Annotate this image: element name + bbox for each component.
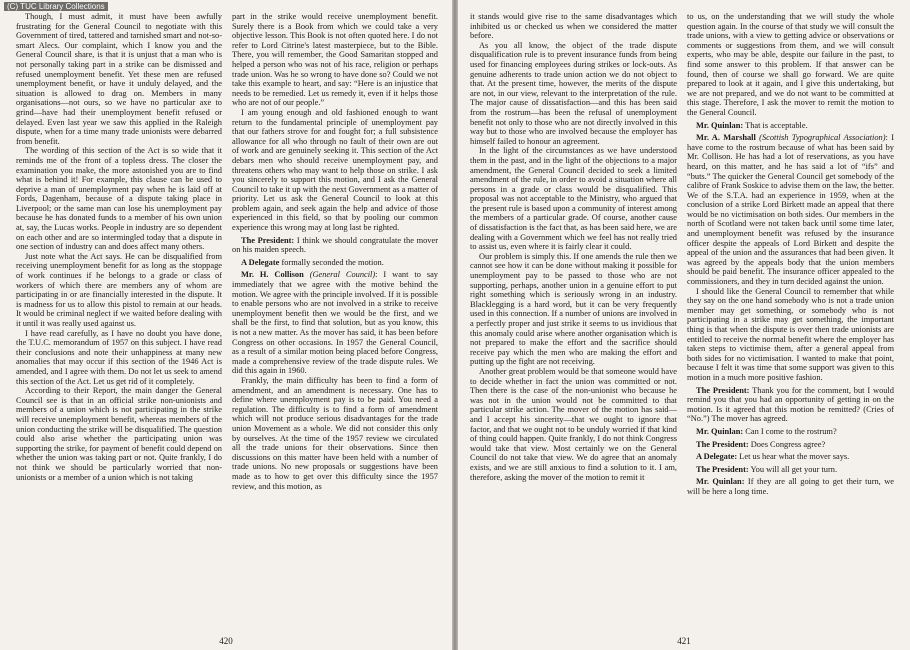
paragraph: [232, 376, 438, 491]
paragraph-text: Frankly, the main difficulty has been to find a form of amendment, and an amendment is necessary. One has to define where unemployment pay is to be paid. You need a regulation. The difficulty is to find a form of amendment which will not produce serious disadvantages for the trade union Movement as a whole. We did not consider this only by ourselves. At the time of the 1957 review we circulated all the trade unions for their observations. Since then discussions on this matter have been held with a number of trade unions. No new proposals or suggestions have been made as to how to get over this difficulty since the 1957 review, and this motion, as: [232, 375, 438, 491]
paragraph-text: to us, on the understanding that we will study the whole question again. In the course of that study we will consult the trade unions, with a view to getting advice or observations or comments or suggestions from them, and we will consult experts, who may be able, despite our failure in the past, to find some answer to this problem. If that answer can be found, then of course we shall go forward. We are quite prepared to look at it again, and I give this undertaking, but we are not prepared, and we do not want to be committed at this stage. Therefore, I ask the mover to remit the motion to the General Council.: [687, 12, 894, 117]
paragraph-text: Though, I must admit, it must have been awfully frustrating for the General Council to negotiate with this Government of tired, tattered and tarnished smart and not-so-smart Alecs. Our complaint, which I know you and the General Council share, is that it is unjust that a man who is not personally taking part in a strike can be dismissed and refused unemployment benefit. Yet these men are refused unemployment benefit, or have it unduly delayed, and the situation is allowed to drag on. Members in many organisations—not ours, so we have no particular axe to grind—have had their unemployment benefit refused or delayed. Even last year we saw this applied in the Raleigh dispute, when for a time many trade unionists were debarred from benefit.: [16, 12, 222, 146]
paragraph: [470, 41, 677, 147]
speaker-name: Mr. H. Collison: [241, 270, 304, 280]
paragraph: [16, 146, 222, 252]
left-page: [0, 0, 452, 650]
speaker-name: Mr. Quinlan:: [696, 120, 744, 130]
speaker-name: The President:: [696, 464, 749, 474]
speaker-paragraph: [687, 452, 894, 462]
speaker-paragraph: [687, 477, 894, 496]
speaker-paragraph: [687, 133, 894, 287]
paragraph: [16, 329, 222, 387]
paragraph: [470, 367, 677, 482]
paragraph-text: it stands would give rise to the same disadvantages which inhibited us or checked us when we considered the matter before.: [470, 12, 677, 41]
paragraph-text: Another great problem would be that someone would have to decide whether in fact the union was committed or not. Then there is the case of the non-unionist who because he was not in the union would not be committed to that particular strike action. The mover of the motion has said—and I accept his sincerity—that we ought to ignore that factor, and that we ought not to be unduly worried if that kind of thing could happen. Quite frankly, I do not think Congress would take that view. Most certainly we on the General Council do not take that view. We do agree that an anomaly exists, and we are still anxious to find a solution to it. I am, therefore, asking the mover of the motion to remit it: [470, 366, 677, 482]
speaker-name: Mr. Quinlan:: [696, 477, 745, 487]
paragraph-text: I think we should congratulate the mover on his maiden speech.: [232, 235, 438, 255]
speaker-name: The President:: [696, 439, 749, 449]
paragraph-text: As you all know, the object of the trade dispute disqualification rule is to prevent insurance funds from being used for financing employees during strikes or lock-outs. As genuine adherents to trade union action we do not object to that. At the present time, however, the merits of the dispute are not, in our view, relevant to the interpretation of the rule. The major cause of dissatisfaction—and this has been said from the rostrum—has been the refusal of unemployment benefit not only to those who are not directly involved in this way but to those who are involved because the employer has himself failed to honour an agreement.: [470, 40, 677, 146]
speaker-name: The President:: [241, 235, 295, 245]
paragraph-text: : I have come to the rostrum because of what has been said by Mr. Collison. He has had a lot of reservations, as you have heard, on this matter, and he has said a lot of “ifs” and “buts.” The quicker the General Council get somebody of the calibre of Frank Soskice to advise them on the law, the better. We of the S.T.A. had an experience in 1959, when at the conclusion of a strike Lord Birkett made an appeal that there would be no victimisation on both sides. Our members in the north of Scotland were not taken back until some time later, and unemployment benefit was refused by the insurance officer despite the appeals of Lord Birkett and despite the appeal of the union and the assurances that had been given. It was agreed by the appeals body that the union members should be paid benefit. The insurance officer appealed to the commissioners, and they in turn decided against the union.: [687, 133, 894, 287]
paragraph-text: I am young enough and old fashioned enough to want return to the fundamental principle of unemployment pay that our fathers strove for and fought for; a full subsistence allowance for all who through no fault of their own are out of work and are genuinely seeking it. This section of the Act debars men who should receive unemployment pay, and threatens others who may want to help those on strike. I ask you sincerely to support this motion, and I ask the General Council to take it up with the next Government as a matter of priority. Let us ask the General Council to look at this problem again, and seek again the help and advice of those experienced in this field, so that by pooling our common experience this wrong may at long last be righted.: [232, 107, 438, 233]
paragraph-text: That is acceptable.: [743, 120, 808, 130]
paragraph-text: I should like the General Council to remember that while they say on the one hand somebody who is not a trade union member may get something, or somebody who is not participating in a strike may get something, the important thing is that when the dispute is over then trade unionists are entitled to receive the normal benefit where the employer has taken steps to victimise them, after a general appeal from both sides for no victimisation. I wanted to make that point, because I felt it was time that some support was given to this motion in a much more positive fashion.: [687, 286, 894, 382]
paragraph: [470, 252, 677, 367]
left-page-column-2: [232, 12, 438, 616]
paragraph: [687, 287, 894, 383]
speaker-name: Mr. Quinlan:: [696, 426, 744, 436]
speaker-paragraph: [687, 465, 894, 475]
paragraph-text: If they are all going to get their turn, we will be here a long time.: [687, 477, 894, 496]
page-number: 420: [219, 636, 233, 646]
speaker-affiliation: (General Council): [303, 270, 376, 280]
paragraph: [16, 386, 222, 482]
paragraph-text: part in the strike would receive unemployment benefit. Surely there is a Book from which we could take a very objective lesson. This Book is not often quoted here. I do not refer to Lord Citrine's latest masterpiece, but to the Bible. There, you will remember, the Good Samaritan stopped and helped a person who was not of his race, religion or perhaps trade union. Was he so wrong to have done so? Could we not take this example to heart, and say: “Here is an injustice that needs to be remedied. Let us remedy it, even if it helps those who are not of our people.”: [232, 12, 438, 108]
page-number: 421: [677, 636, 691, 646]
paragraph: [232, 108, 438, 233]
paragraph: [16, 252, 222, 329]
speaker-paragraph: [232, 236, 438, 255]
paragraph-text: In the light of the circumstances as we have understood them in the past, and in the light of the objections to a major amendment, the General Council decided to seek a limited amendment of the rule, in order to avoid a situation where all persons in a grade or class would be disqualified. This proposal was not acceptable to the Ministry, who argued that the present rule is based upon a community of interest among the members of a particular grade. Of course, another cause of dissatisfaction is the fact that, as has been said here, we are dealing with a Government which we feel has not really tried to assist us, even where it is fairly clear it could.: [470, 146, 677, 252]
paragraph-text: According to their Report, the main danger the General Council see is that in an official strike non-unionists and members of a union which is not participating in the strike will receive unemployment benefit, whereas members of the union conducting the strike will be disqualified. The question could also arise whether the participating union was supporting the strike, for payment of benefit could depend on whether the union was taking part or not. Quite frankly, I do not think we should be particularly worried that non-unionists or a member of a union which is not taking: [16, 386, 222, 482]
paragraph-text: The wording of this section of the Act is so wide that it reminds me of the front of a topless dress. The closer the examination you make, the more astonished you are to find what is behind it! For example, this clause can be used to deprive a man of unemployment pay when he is laid off at Fords, Dagenham, because of a dispute taking place in Liverpool; or the same man can lose his unemployment pay because he has donated funds to a member of his own union at, say, the Lucas works. People in industry are so dependent on each other and are so intermingled today that a dispute in one section of industry can and does affect many others.: [16, 146, 222, 252]
paragraph: [687, 12, 894, 118]
paragraph: [16, 12, 222, 146]
right-page-column-1: [470, 12, 677, 616]
speaker-name: The President:: [696, 385, 750, 395]
paragraph: [470, 146, 677, 252]
paragraph-text: formally seconded the motion.: [279, 257, 384, 267]
watermark: (C) TUC Library Collections: [4, 2, 108, 11]
paragraph-text: Thank you for the comment, but I would remind you that you had an opportunity of getting in on the motion. Is it agreed that this motion be remitted? (Cries of “No.”) The mover has agreed.: [687, 385, 894, 424]
speaker-name: A Delegate:: [696, 452, 738, 462]
paragraph-text: : I want to say immediately that we agree with the motive behind the motion. We agree with the principle involved. If it is possible to enable persons who are not involved in a strike to receive unemployment benefit then we would be the first, and we shall be the first, to find that solution, but as you know, this is not a new matter. As the mover has said, it has been before Congress on other occasions. In 1957 the General Council, as a result of a similar motion being placed before Congress, made a comprehensive review of the trade dispute rules. We did this again in 1960.: [232, 270, 438, 376]
right-page-column-2: [687, 12, 894, 616]
paragraph-text: Can I come to the rostrum?: [743, 426, 837, 436]
paragraph-text: Our problem is simply this. If one amends the rule then we cannot see how it can be done without making it possible for unemployment pay to be passed to those who are not supporting, perhaps, another union in a genuine effort to put right something which is seriously wrong in an industry. Blacklegging is a hard word, but it can be very frequently used in this connection. If a number of unions are involved in a perfectly proper and just strike it seems to us invidious that this anomaly could arise where another organisation which is not prepared to make the effort and the sacrifice should receive pay which the men who are making the effort and putting up the fight are not receiving.: [470, 251, 677, 367]
speaker-paragraph: [232, 258, 438, 268]
paragraph-text: Does Congress agree?: [748, 439, 826, 449]
left-page-column-1: [16, 12, 222, 616]
paragraph-text: You will all get your turn.: [748, 464, 838, 474]
speaker-paragraph: [687, 386, 894, 424]
paragraph-text: I have read carefully, as I have no doubt you have done, the T.U.C. memorandum of 1957 on this subject. I have read their conclusions and note their unhappiness at many new anomalies that may occur if this section of the 1946 Act is amended, and I agree with them. Do not let us seek to amend this section of the Act. Let us get rid of it completely.: [16, 328, 222, 386]
speaker-affiliation: (Scottish Typographical Association): [755, 133, 886, 143]
right-page: [458, 0, 910, 650]
speaker-paragraph: [687, 440, 894, 450]
paragraph: [470, 12, 677, 41]
speaker-name: A Delegate: [241, 257, 280, 267]
speaker-paragraph: [232, 270, 438, 376]
speaker-paragraph: [687, 427, 894, 437]
paragraph-text: Just note what the Act says. He can be disqualified from receiving unemployment benefit for as long as the stoppage of work continues if he belongs to a grade or class of workers of which there are members any of whom are participating in or are financially interested in the dispute. It is madness for us to allow this pistol to remain at our heads. It would be criminal neglect if we waited before dealing with it until it was really used against us.: [16, 251, 222, 328]
speaker-paragraph: [687, 121, 894, 131]
paragraph-text: Let us hear what the mover says.: [737, 452, 850, 462]
paragraph: [232, 12, 438, 108]
speaker-name: Mr. A. Marshall: [696, 133, 756, 143]
